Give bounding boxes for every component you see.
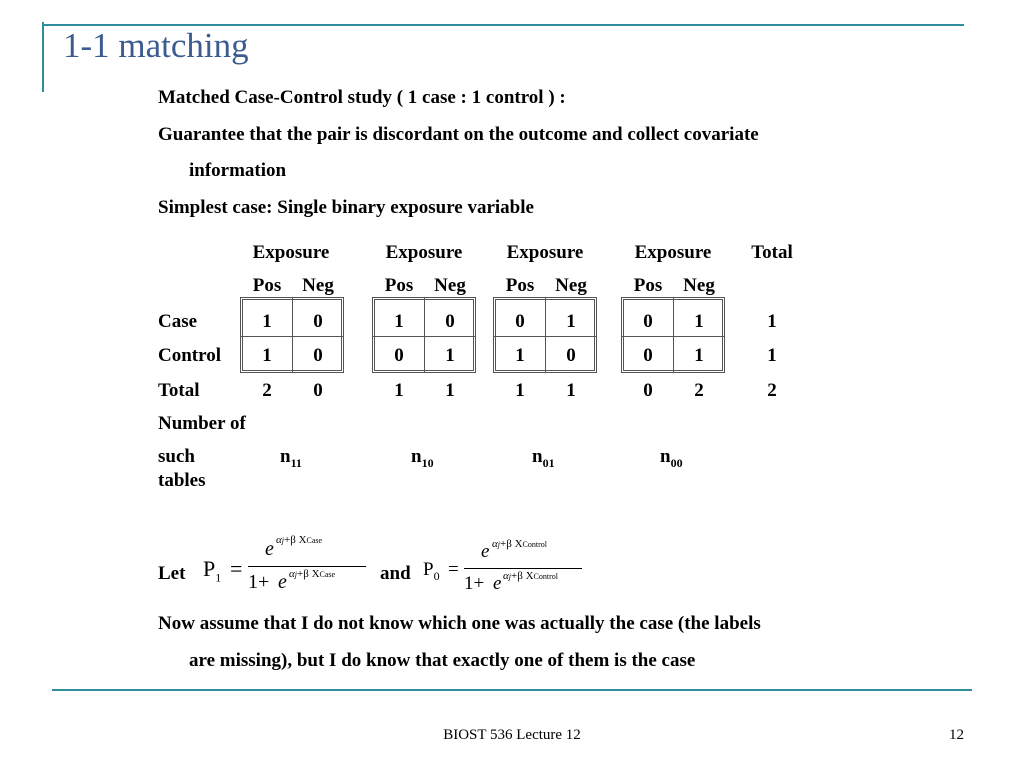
count-n01: $n_{01}$ bbox=[532, 446, 555, 470]
number-of-label-line3: tables bbox=[158, 470, 206, 491]
p1-num-e: e bbox=[265, 538, 274, 560]
closing-line-2: are missing), but I do know that exactly one of them is the case bbox=[189, 650, 696, 671]
t2-case-pos: 1 bbox=[394, 311, 404, 332]
row-label-control: Control bbox=[158, 345, 221, 366]
p0-equals: = bbox=[448, 559, 459, 580]
pos-header-3: Pos bbox=[505, 275, 535, 296]
neg-header-2: Neg bbox=[434, 275, 466, 296]
pos-header-1: Pos bbox=[252, 275, 282, 296]
t4-total-pos: 0 bbox=[643, 380, 653, 401]
total-col-case: 1 bbox=[767, 311, 777, 332]
pos-header-2: Pos bbox=[384, 275, 414, 296]
t3-total-neg: 1 bbox=[566, 380, 576, 401]
t3-case-pos: 0 bbox=[515, 311, 525, 332]
p0-symbol: $P_0$ bbox=[423, 559, 440, 583]
t4-case-neg: 1 bbox=[694, 311, 704, 332]
table-box-1-row-divider bbox=[240, 336, 344, 337]
t1-control-pos: 1 bbox=[262, 345, 272, 366]
closing-line-1: Now assume that I do not know which one was actually the case (the labels bbox=[158, 613, 761, 634]
t1-case-pos: 1 bbox=[262, 311, 272, 332]
text-line-4: Simplest case: Single binary exposure variable bbox=[158, 197, 534, 218]
exposure-header-1: Exposure bbox=[252, 242, 330, 263]
p1-den-one-plus: 1+ bbox=[248, 571, 270, 593]
p1-fraction-bar bbox=[248, 566, 366, 567]
t2-total-neg: 1 bbox=[445, 380, 455, 401]
text-line-3: information bbox=[189, 160, 287, 181]
p1-den-e: e bbox=[278, 571, 287, 593]
t1-total-neg: 0 bbox=[313, 380, 323, 401]
t3-case-neg: 1 bbox=[566, 311, 576, 332]
neg-header-1: Neg bbox=[302, 275, 334, 296]
p0-den-e: e bbox=[493, 573, 502, 594]
table-box-4-row-divider bbox=[621, 336, 725, 337]
total-col-total: 2 bbox=[767, 380, 777, 401]
t1-total-pos: 2 bbox=[262, 380, 272, 401]
t4-total-neg: 2 bbox=[694, 380, 704, 401]
let-label: Let bbox=[158, 563, 186, 584]
total-col-control: 1 bbox=[767, 345, 777, 366]
title-accent-vertical-rule bbox=[42, 22, 44, 92]
row-label-total: Total bbox=[158, 380, 200, 401]
t2-control-pos: 0 bbox=[394, 345, 404, 366]
p1-symbol: $P_1$ bbox=[203, 556, 222, 585]
exposure-header-3: Exposure bbox=[506, 242, 584, 263]
t1-control-neg: 0 bbox=[313, 345, 323, 366]
p1-num-exp: αj+β XCase bbox=[276, 534, 323, 546]
text-line-1: Matched Case-Control study ( 1 case : 1 control ) : bbox=[158, 87, 566, 108]
t3-total-pos: 1 bbox=[515, 380, 525, 401]
number-of-label-line2: such bbox=[158, 446, 195, 467]
t4-case-pos: 0 bbox=[643, 311, 653, 332]
t2-control-neg: 1 bbox=[445, 345, 455, 366]
t1-case-neg: 0 bbox=[313, 311, 323, 332]
t2-total-pos: 1 bbox=[394, 380, 404, 401]
t2-case-neg: 0 bbox=[445, 311, 455, 332]
footer-rule bbox=[52, 689, 972, 691]
page-number: 12 bbox=[949, 727, 964, 743]
count-n00: $n_{00}$ bbox=[660, 446, 683, 470]
total-header: Total bbox=[751, 242, 793, 263]
t3-control-neg: 0 bbox=[566, 345, 576, 366]
p0-num-e: e bbox=[481, 541, 490, 562]
p0-fraction-bar bbox=[464, 568, 582, 569]
t4-control-pos: 0 bbox=[643, 345, 653, 366]
number-of-label-line1: Number of bbox=[158, 413, 246, 434]
footer-text: BIOST 536 Lecture 12 bbox=[443, 727, 581, 743]
text-line-2: Guarantee that the pair is discordant on the outcome and collect covariate bbox=[158, 124, 759, 145]
neg-header-4: Neg bbox=[683, 275, 715, 296]
row-label-case: Case bbox=[158, 311, 198, 332]
t3-control-pos: 1 bbox=[515, 345, 525, 366]
count-n10: $n_{10}$ bbox=[411, 446, 434, 470]
t4-control-neg: 1 bbox=[694, 345, 704, 366]
p1-equals: = bbox=[230, 556, 243, 581]
p0-den-exp: αj+β XControl bbox=[503, 570, 558, 582]
p0-num-exp: αj+β XControl bbox=[492, 538, 547, 550]
table-box-2-row-divider bbox=[372, 336, 476, 337]
p0-den-one-plus: 1+ bbox=[464, 573, 485, 594]
neg-header-3: Neg bbox=[555, 275, 587, 296]
p1-den-exp: αj+β XCase bbox=[289, 568, 336, 580]
exposure-header-4: Exposure bbox=[634, 242, 712, 263]
count-n11: $n_{11}$ bbox=[280, 446, 302, 470]
slide-title: 1-1 matching bbox=[63, 26, 249, 65]
exposure-header-2: Exposure bbox=[385, 242, 463, 263]
table-box-3-row-divider bbox=[493, 336, 597, 337]
and-label: and bbox=[380, 563, 411, 584]
pos-header-4: Pos bbox=[633, 275, 663, 296]
